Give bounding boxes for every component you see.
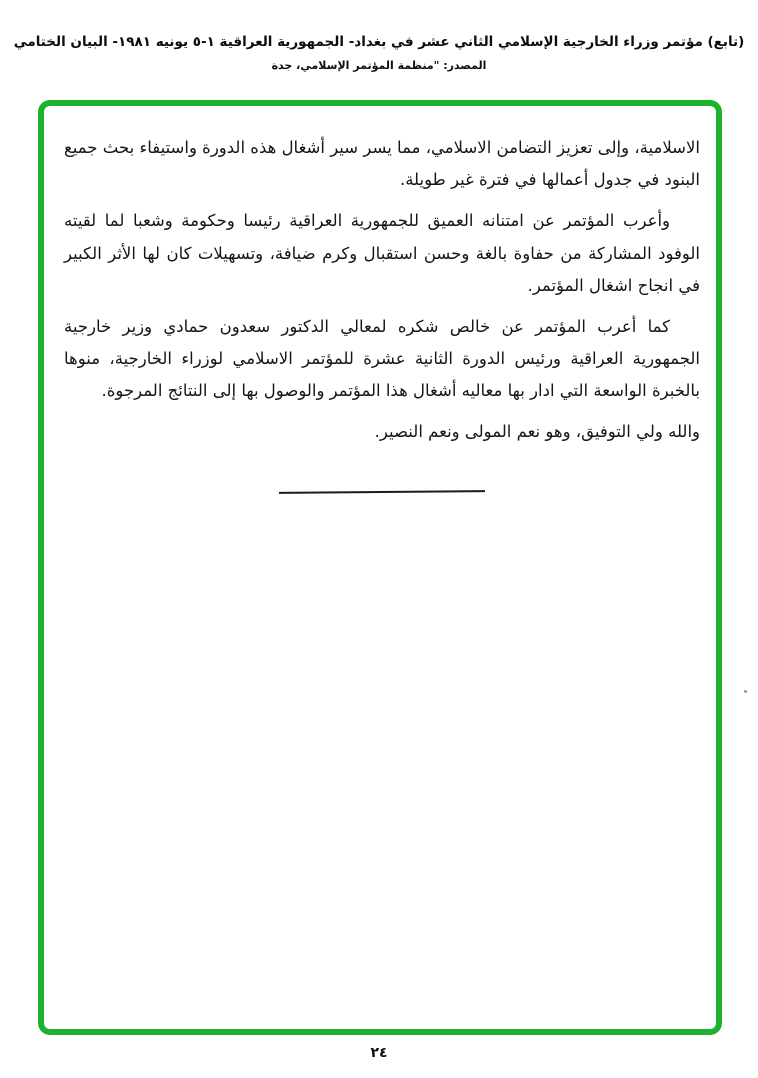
page-footer xyxy=(0,1042,758,1061)
section-divider xyxy=(279,490,485,494)
document-header xyxy=(0,34,758,72)
paragraph-thanks-minister: كما أعرب المؤتمر عن خالص شكره لمعالي الدكتور سعدون حمادي وزير خارجية الجمهورية العراقية ورئيس الدورة الثانية عشرة للمؤتمر الاسلامي لوزراء الخارجية، منوها بالخبرة الواسعة التي ادار بها معاليه أشغال هذا المؤتمر والوصول بها إلى النتائج المرجوة. xyxy=(64,316,700,401)
scan-artifact-dot xyxy=(744,690,747,693)
closing-line: والله ولي التوفيق، وهو نعم المولى ونعم النصير. xyxy=(374,422,700,442)
content-border-box xyxy=(38,100,722,1035)
header-source: المصدر: "منظمة المؤتمر الإسلامي، جدة xyxy=(271,59,487,72)
page-number: ٢٤ xyxy=(370,1045,388,1061)
paragraph-gratitude: وأعرب المؤتمر عن امتنانه العميق للجمهورية العراقية رئيسا وحكومة وشعبا لما لقيته الوفود المشاركة من حفاوة بالغة وحسن استقبال وكرم ضيافة، وتسهيلات كان لها الأثر الكبير في انجاح اشغال المؤتمر. xyxy=(64,211,700,295)
document-body xyxy=(44,106,716,493)
paragraph-continuation: الاسلامية، وإلى تعزيز التضامن الاسلامي، مما يسر سير أشغال هذه الدورة واستيفاء بحث جميع البنود في جدول أعمالها في فترة غير طويلة. xyxy=(64,138,700,190)
header-title: (تابع) مؤتمر وزراء الخارجية الإسلامي الثاني عشر في بغداد- الجمهورية العراقية ١-٥ يونيه ١٩٨١- البيان الختامي xyxy=(13,34,745,50)
